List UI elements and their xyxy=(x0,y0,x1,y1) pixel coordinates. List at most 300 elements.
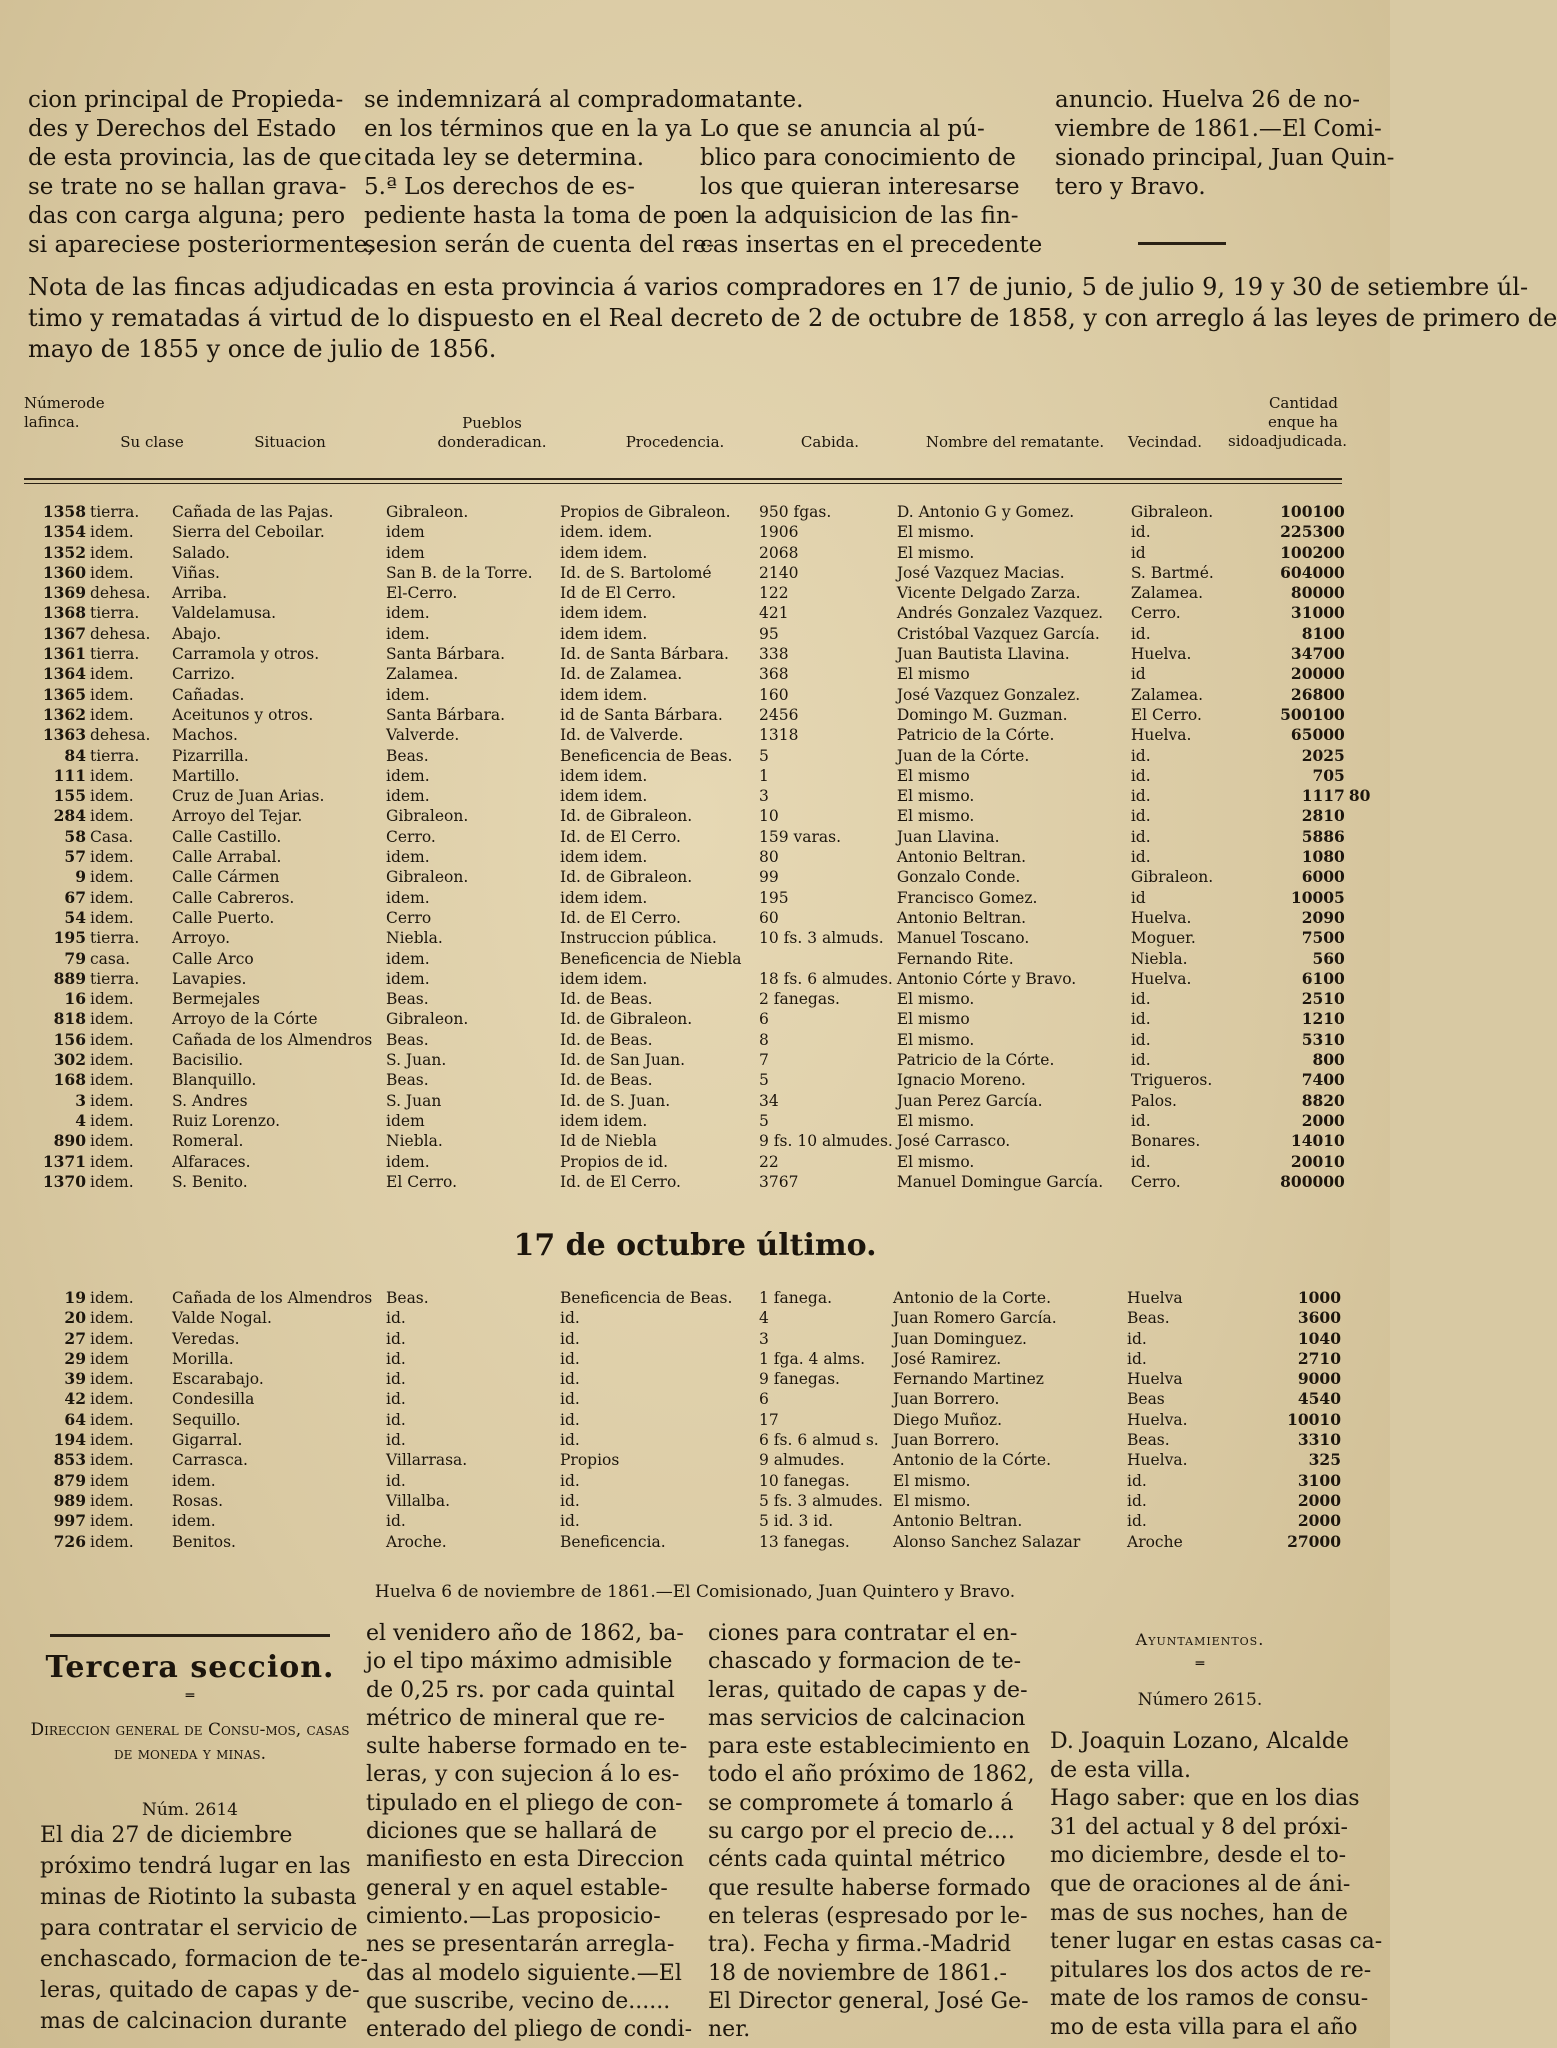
text-line: D. Joaquin Lozano, Alcalde xyxy=(1050,1729,1349,1754)
cell-procedencia: Id de El Cerro. xyxy=(560,584,677,603)
cell-vecindad: Huelva. xyxy=(1127,1410,1188,1429)
table-row xyxy=(24,685,1385,705)
cell-cabida: 8 xyxy=(759,1030,769,1049)
text-line: que suscribe, vecino de...... xyxy=(366,1988,671,2014)
cell-extra xyxy=(1347,725,1385,745)
cell-rematante: Ignacio Moreno. xyxy=(896,1071,1026,1090)
cell-situacion: Lavapies. xyxy=(172,969,247,988)
text-line: Direccion general de Consu- xyxy=(30,1720,266,1740)
cell-cabida: 99 xyxy=(759,868,779,887)
cell-rematante: Antonio de la Corte. xyxy=(893,1289,1052,1307)
table-row xyxy=(24,563,1385,583)
text-line: sionado principal, Juan Quin- xyxy=(1055,145,1395,171)
cell-pueblo: idem. xyxy=(386,969,430,988)
cell-vecindad: Zalamea. xyxy=(1130,584,1204,603)
text-line: tra). Fecha y firma.-Madrid xyxy=(708,1932,1012,1958)
cell-vecindad: id. xyxy=(1130,766,1151,785)
cell-numero: 16 xyxy=(64,989,86,1009)
cell-cabida: 1318 xyxy=(759,726,799,745)
table-row xyxy=(24,624,1385,644)
cell-clase: tierra. xyxy=(90,503,140,521)
text-line: enchascado, formacion de te- xyxy=(40,1947,368,1972)
cell-clase: idem. xyxy=(90,1091,134,1110)
text-line: 18 de noviembre de 1861.- xyxy=(708,1960,1007,1986)
cell-cantidad: 27000 xyxy=(1287,1531,1341,1551)
text-line: todo el año próximo de 1862, xyxy=(708,1762,1035,1788)
cell-numero: 1369 xyxy=(42,583,86,603)
cell-procedencia: Id. de S. Bartolomé xyxy=(560,563,712,582)
text-line: 31 del actual y 8 del próxi- xyxy=(1050,1814,1348,1840)
cell-clase: casa. xyxy=(90,949,131,968)
text-line: si apareciese posteriormente, xyxy=(28,232,375,258)
text-line: diciones que se hallará de xyxy=(366,1819,657,1845)
cell-vecindad: id. xyxy=(1127,1329,1147,1348)
text-line: finca. xyxy=(37,413,80,431)
cell-cabida: 4 xyxy=(759,1309,769,1328)
cell-vecindad: id. xyxy=(1130,746,1151,765)
table-row xyxy=(24,766,1385,786)
cell-clase: idem. xyxy=(90,807,134,826)
cell-numero: 1361 xyxy=(42,644,86,664)
cell-rematante: Fernando Martinez xyxy=(893,1370,1044,1389)
cell-clase: idem. xyxy=(90,1172,134,1191)
text-line: que ha sido xyxy=(1228,413,1338,450)
text-line: nes se presentarán arregla- xyxy=(366,1932,675,1958)
cell-vecindad: Gibraleon. xyxy=(1130,868,1214,887)
cell-numero: 1364 xyxy=(42,664,86,684)
cell-extra xyxy=(1343,1532,1381,1552)
cell-vecindad: Huelva. xyxy=(1127,1451,1188,1470)
text-line: El Director general, José Ge- xyxy=(708,1988,1029,2014)
cell-numero: 54 xyxy=(64,907,86,927)
ornament-equals-2: ═ xyxy=(1195,1656,1205,1672)
cell-vecindad: Cerro. xyxy=(1130,1172,1181,1191)
cell-vecindad: id. xyxy=(1127,1349,1147,1368)
text-line: mo de esta villa para el año xyxy=(1050,2014,1358,2040)
header-pueblos xyxy=(412,414,572,452)
cell-rematante: José Vazquez Macias. xyxy=(896,563,1065,582)
table-row xyxy=(24,644,1385,664)
cell-vecindad: Gibraleon. xyxy=(1130,503,1214,521)
cell-rematante: Juan Borrero. xyxy=(893,1431,1000,1450)
cell-pueblo: id. xyxy=(386,1410,406,1429)
cell-cabida: 5 id. 3 id. xyxy=(759,1512,834,1531)
comisionado-footer: Huelva 6 de noviembre de 1861.—El Comisionado, Juan Quintero y Bravo. xyxy=(374,1582,1016,1602)
cell-extra xyxy=(1347,766,1385,786)
cell-cabida: 368 xyxy=(759,665,789,684)
cell-cabida: 3 xyxy=(759,787,769,806)
cell-procedencia: Propios xyxy=(560,1451,620,1470)
text-line: que resulte haberse formado xyxy=(708,1875,1031,1901)
cell-situacion: Carrizo. xyxy=(172,665,236,684)
cell-situacion: Martillo. xyxy=(172,766,240,785)
cell-rematante: El mismo. xyxy=(896,543,975,562)
cell-extra xyxy=(1347,1009,1385,1029)
table-row xyxy=(24,543,1385,563)
text-line: minas de Riotinto la subasta xyxy=(40,1885,357,1910)
cell-vecindad: S. Bartmé. xyxy=(1130,563,1214,582)
cell-extra xyxy=(1343,1349,1381,1369)
cell-rematante: Patricio de la Córte. xyxy=(896,726,1055,745)
cell-pueblo: Gibraleon. xyxy=(386,503,469,521)
cell-vecindad: id xyxy=(1130,888,1146,907)
cell-cantidad: 6100 xyxy=(1301,968,1345,988)
cell-cabida: 18 fs. 6 almudes. xyxy=(759,969,893,988)
cell-numero: 111 xyxy=(53,765,86,785)
cell-numero: 39 xyxy=(64,1369,86,1389)
table-row xyxy=(24,1050,1385,1070)
table-row xyxy=(24,1030,1385,1050)
table-row xyxy=(24,949,1385,969)
cell-vecindad: id. xyxy=(1130,624,1151,643)
table-row xyxy=(24,664,1385,684)
cell-numero: 168 xyxy=(53,1070,86,1090)
cell-clase: idem. xyxy=(90,543,134,562)
cell-clase: idem. xyxy=(90,868,134,887)
text-line: mas de sus noches, han de xyxy=(1050,1900,1348,1926)
cell-situacion: Arriba. xyxy=(172,584,228,603)
cell-clase: idem. xyxy=(90,705,134,724)
ayuntamientos-heading: Ayuntamientos. xyxy=(1135,1630,1265,1649)
cell-rematante: El mismo. xyxy=(893,1471,971,1490)
cell-numero: 818 xyxy=(53,1009,86,1029)
text-line: Lo que se anuncia al pú- xyxy=(700,116,985,142)
text-line: para contratar el servicio de xyxy=(40,1916,358,1941)
cell-extra xyxy=(1347,1030,1385,1050)
tercera-seccion-title: Tercera seccion. xyxy=(45,1650,335,1685)
cell-situacion: Romeral. xyxy=(172,1132,244,1151)
cell-extra xyxy=(1347,847,1385,867)
cell-situacion: Carrasca. xyxy=(172,1451,248,1470)
cell-clase: idem. xyxy=(90,523,134,542)
table-row xyxy=(24,786,1385,806)
direccion-heading xyxy=(30,1718,350,1766)
cell-numero: 1365 xyxy=(42,684,86,704)
text-line: métrico de mineral que re- xyxy=(366,1705,665,1731)
text-line: mas de calcinacion durante xyxy=(40,2009,348,2034)
cell-vecindad: Palos. xyxy=(1130,1091,1177,1110)
cell-clase: idem. xyxy=(90,787,134,806)
cell-cabida: 122 xyxy=(759,584,789,603)
cell-procedencia: idem idem. xyxy=(560,787,648,806)
cell-numero: 1371 xyxy=(42,1151,86,1171)
cell-extra: 80 xyxy=(1348,786,1371,806)
cell-cabida: 9 fanegas. xyxy=(759,1370,840,1389)
cell-extra xyxy=(1343,1369,1381,1389)
cell-cabida: 95 xyxy=(759,624,779,643)
cell-extra xyxy=(1347,1091,1385,1111)
cell-situacion: idem. xyxy=(172,1512,216,1531)
cell-extra xyxy=(1347,949,1385,969)
cell-cabida: 10 xyxy=(759,807,779,826)
table-row xyxy=(24,827,1385,847)
cell-vecindad: Zalamea. xyxy=(1130,685,1204,704)
text-line: de esta villa. xyxy=(1050,1757,1192,1783)
cell-situacion: Aceitunos y otros. xyxy=(172,705,314,724)
cell-clase: idem. xyxy=(90,685,134,704)
cell-pueblo: id. xyxy=(386,1471,406,1490)
cell-extra xyxy=(1343,1288,1381,1308)
cell-numero: 1363 xyxy=(42,725,86,745)
text-line: des y Derechos del Estado xyxy=(28,116,337,142)
cell-cantidad: 100200 xyxy=(1280,542,1345,562)
cell-clase: idem. xyxy=(90,665,134,684)
cell-extra xyxy=(1347,603,1385,623)
cell-situacion: Arroyo de la Córte xyxy=(172,1010,318,1029)
cell-vecindad: id. xyxy=(1130,807,1151,826)
text-line: se compromete á tomarlo á xyxy=(708,1790,1014,1816)
cell-clase: idem. xyxy=(90,1051,134,1070)
cell-cantidad: 8100 xyxy=(1301,623,1345,643)
text-line: das al modelo siguiente.—El xyxy=(366,1960,682,1986)
text-line: enterado del pliego de condi- xyxy=(366,2017,693,2043)
cell-procedencia: Id. de Santa Bárbara. xyxy=(560,645,729,664)
cell-situacion: Gigarral. xyxy=(172,1431,243,1450)
cell-cantidad: 4540 xyxy=(1297,1389,1341,1409)
cell-rematante: Antonio de la Córte. xyxy=(893,1451,1052,1470)
cell-pueblo: Beas. xyxy=(386,990,429,1009)
cell-cabida: 9 almudes. xyxy=(759,1451,845,1470)
header-procedencia: Procedencia. xyxy=(625,433,725,451)
cell-extra xyxy=(1343,1511,1381,1531)
cell-clase: idem. xyxy=(90,1390,134,1409)
cell-rematante: Juan Dominguez. xyxy=(893,1329,1027,1348)
cell-extra xyxy=(1347,827,1385,847)
cell-situacion: S. Benito. xyxy=(172,1172,248,1191)
cell-cantidad: 5886 xyxy=(1301,826,1345,846)
cell-vecindad: id. xyxy=(1130,990,1151,1009)
text-line: chascado y formacion de te- xyxy=(708,1649,1022,1675)
cell-vecindad: Bonares. xyxy=(1130,1132,1201,1151)
table-row xyxy=(24,1091,1385,1111)
cell-numero: 84 xyxy=(64,745,86,765)
numero-2614: Núm. 2614 xyxy=(141,1800,238,1820)
cell-numero: 1354 xyxy=(42,522,86,542)
text-line: viembre de 1861.—El Comi- xyxy=(1055,116,1382,142)
text-line: que de oraciones al de áni- xyxy=(1050,1871,1351,1897)
header-nombre: Nombre del rematante. xyxy=(925,433,1105,451)
bottom-column-1 xyxy=(40,1820,368,2037)
cell-pueblo: idem. xyxy=(386,1152,430,1171)
cell-procedencia: Beneficencia de Niebla xyxy=(560,949,742,968)
cell-clase: tierra. xyxy=(90,645,140,664)
cell-rematante: El mismo xyxy=(896,665,970,684)
cell-pueblo: Beas. xyxy=(386,1030,429,1049)
table-row xyxy=(24,1308,1381,1328)
cell-vecindad: id xyxy=(1130,543,1146,562)
cell-rematante: Cristóbal Vazquez García. xyxy=(896,624,1100,643)
table-row xyxy=(24,1070,1385,1090)
cell-numero: 284 xyxy=(53,806,86,826)
cell-pueblo: idem. xyxy=(386,624,430,643)
cell-pueblo: Cerro xyxy=(386,908,432,927)
text-line: Pueblos donde xyxy=(437,414,522,451)
text-line: Número xyxy=(24,394,87,412)
cell-cantidad: 800 xyxy=(1312,1050,1345,1070)
cell-situacion: Salado. xyxy=(172,543,230,562)
cell-extra xyxy=(1347,583,1385,603)
cell-cantidad: 2000 xyxy=(1301,1110,1345,1130)
cell-cantidad: 31000 xyxy=(1290,603,1345,623)
cell-situacion: Carramola y otros. xyxy=(172,645,320,664)
cell-procedencia: id. xyxy=(560,1410,580,1429)
cell-cantidad: 20000 xyxy=(1290,664,1345,684)
table-row xyxy=(24,1389,1381,1409)
cell-cantidad: 34700 xyxy=(1290,644,1345,664)
text-line: se trate no se hallan grava- xyxy=(28,174,347,200)
cell-vecindad: Moguer. xyxy=(1130,929,1196,948)
cell-pueblo: id. xyxy=(386,1309,406,1328)
cell-procedencia: id de Santa Bárbara. xyxy=(560,705,723,724)
cell-numero: 853 xyxy=(53,1450,86,1470)
cell-procedencia: idem idem. xyxy=(560,888,648,907)
cell-procedencia: id. xyxy=(560,1349,580,1368)
cell-procedencia: Beneficencia de Beas. xyxy=(560,1289,733,1307)
cell-clase: idem. xyxy=(90,888,134,907)
cell-vecindad: Beas xyxy=(1127,1390,1165,1409)
cell-numero: 156 xyxy=(53,1029,86,1049)
section-top-bar xyxy=(50,1634,330,1637)
cell-situacion: Ruiz Lorenzo. xyxy=(172,1111,281,1130)
cell-procedencia: Instruccion pública. xyxy=(560,929,717,948)
text-line: sulte haberse formado en te- xyxy=(366,1734,688,1760)
cell-pueblo: Valverde. xyxy=(386,726,460,745)
cell-situacion: Rosas. xyxy=(172,1491,224,1510)
text-line: Cantidad en xyxy=(1267,394,1338,431)
cell-pueblo: idem. xyxy=(386,766,430,785)
cell-clase: dehesa. xyxy=(90,726,151,745)
text-line: leras, y con sujecion á lo es- xyxy=(366,1762,680,1788)
cell-extra xyxy=(1347,543,1385,563)
cell-procedencia: id. xyxy=(560,1471,580,1490)
text-line: tero y Bravo. xyxy=(1055,174,1206,200)
cell-rematante: El mismo xyxy=(896,1010,970,1029)
cell-cantidad: 2810 xyxy=(1301,806,1345,826)
cell-extra xyxy=(1347,685,1385,705)
cell-pueblo: S. Juan xyxy=(386,1091,442,1110)
cell-procedencia: idem idem. xyxy=(560,624,648,643)
cell-numero: 879 xyxy=(53,1470,86,1490)
cell-numero: 726 xyxy=(53,1531,86,1551)
cell-cantidad: 325 xyxy=(1308,1450,1341,1470)
cell-clase: idem. xyxy=(90,1410,134,1429)
table-row xyxy=(24,888,1385,908)
cell-rematante: Juan Romero García. xyxy=(893,1309,1057,1328)
text-line: de esta provincia, las de que xyxy=(28,145,362,171)
nota-heading xyxy=(28,272,1557,365)
cell-cantidad: 3100 xyxy=(1297,1470,1341,1490)
cell-vecindad: Beas. xyxy=(1127,1309,1170,1328)
cell-numero: 890 xyxy=(53,1131,86,1151)
cell-procedencia: Beneficencia. xyxy=(560,1532,666,1551)
cell-cantidad: 9000 xyxy=(1297,1369,1341,1389)
table-row xyxy=(24,1491,1381,1511)
fincas-table-octubre-body xyxy=(24,1288,1381,1552)
cell-rematante: Vicente Delgado Zarza. xyxy=(896,584,1081,603)
cell-pueblo: Zalamea. xyxy=(386,665,459,684)
cell-procedencia: Id. de Zalamea. xyxy=(560,665,683,684)
cell-rematante: El mismo xyxy=(896,766,970,785)
cell-vecindad: id. xyxy=(1130,1111,1151,1130)
cell-extra xyxy=(1343,1491,1381,1511)
table-row xyxy=(24,1369,1381,1389)
ornament-equals-1: ═ xyxy=(185,1688,195,1704)
text-line: en la adquisicion de las fin- xyxy=(700,203,1019,229)
text-line: tipulado en el pliego de con- xyxy=(366,1790,683,1816)
cell-situacion: Escarabajo. xyxy=(172,1370,264,1389)
top-column-3 xyxy=(700,86,1043,260)
cell-situacion: Cañada de los Almendros xyxy=(172,1289,373,1307)
cell-extra xyxy=(1347,624,1385,644)
cell-rematante: Manuel Domingue García. xyxy=(896,1172,1104,1191)
table-row xyxy=(24,847,1385,867)
fincas-table-main xyxy=(24,502,1385,1192)
bottom-column-4 xyxy=(1050,1728,1383,2043)
cell-numero: 4 xyxy=(75,1110,86,1130)
cell-procedencia: idem idem. xyxy=(560,766,648,785)
cell-rematante: El mismo. xyxy=(893,1491,971,1510)
cell-cabida: 5 fs. 3 almudes. xyxy=(759,1491,883,1510)
cell-cantidad: 1000 xyxy=(1297,1288,1341,1307)
text-line: ciones para contratar el en- xyxy=(708,1621,1018,1646)
cell-clase: dehesa. xyxy=(90,624,151,643)
numero-2615: Número 2615. xyxy=(1137,1690,1263,1710)
cell-vecindad: Huelva. xyxy=(1130,645,1192,664)
text-line: citada ley se determina. xyxy=(364,145,645,171)
cell-clase: idem. xyxy=(90,1309,134,1328)
text-line: Hago saber: que en los dias xyxy=(1050,1786,1360,1812)
cell-cabida: 2456 xyxy=(759,705,799,724)
cell-extra xyxy=(1347,888,1385,908)
cell-pueblo: Gibraleon. xyxy=(386,807,469,826)
header-clase: Su clase xyxy=(120,433,184,451)
cell-procedencia: Propios de Gibraleon. xyxy=(560,503,731,521)
cell-clase: idem. xyxy=(90,1451,134,1470)
cell-clase: idem. xyxy=(90,990,134,1009)
cell-vecindad: id. xyxy=(1130,848,1151,867)
cell-cabida: 6 xyxy=(759,1390,769,1409)
text-line: blico para conocimiento de xyxy=(700,145,1016,171)
text-line: mos, casas de moneda y minas. xyxy=(113,1720,350,1764)
cell-cabida: 160 xyxy=(759,685,789,704)
cell-rematante: Domingo M. Guzman. xyxy=(896,705,1068,724)
cell-cantidad: 100100 xyxy=(1280,502,1345,521)
cell-extra xyxy=(1343,1329,1381,1349)
text-line: tener lugar en estas casas ca- xyxy=(1050,1929,1383,1955)
cell-rematante: El mismo. xyxy=(896,990,975,1009)
cell-vecindad: id. xyxy=(1130,1152,1151,1171)
text-line: se indemnizará al comprador xyxy=(364,87,705,113)
cell-numero: 29 xyxy=(64,1348,86,1368)
cell-pueblo: id. xyxy=(386,1431,406,1450)
cell-procedencia: id. xyxy=(560,1370,580,1389)
cell-cabida: 13 fanegas. xyxy=(759,1532,850,1551)
cell-cantidad: 26800 xyxy=(1290,684,1345,704)
cell-clase: idem. xyxy=(90,1030,134,1049)
cell-vecindad: id. xyxy=(1130,523,1151,542)
cell-extra xyxy=(1347,1131,1385,1151)
table-row xyxy=(24,705,1385,725)
cell-procedencia: idem idem. xyxy=(560,685,648,704)
table-row xyxy=(24,1329,1381,1349)
cell-pueblo: idem. xyxy=(386,888,430,907)
cell-extra xyxy=(1347,1111,1385,1131)
cell-clase: idem. xyxy=(90,1111,134,1130)
table-row xyxy=(24,867,1385,887)
cell-situacion: Abajo. xyxy=(172,624,222,643)
cell-cantidad: 10010 xyxy=(1287,1409,1341,1429)
cell-vecindad: id. xyxy=(1127,1491,1147,1510)
